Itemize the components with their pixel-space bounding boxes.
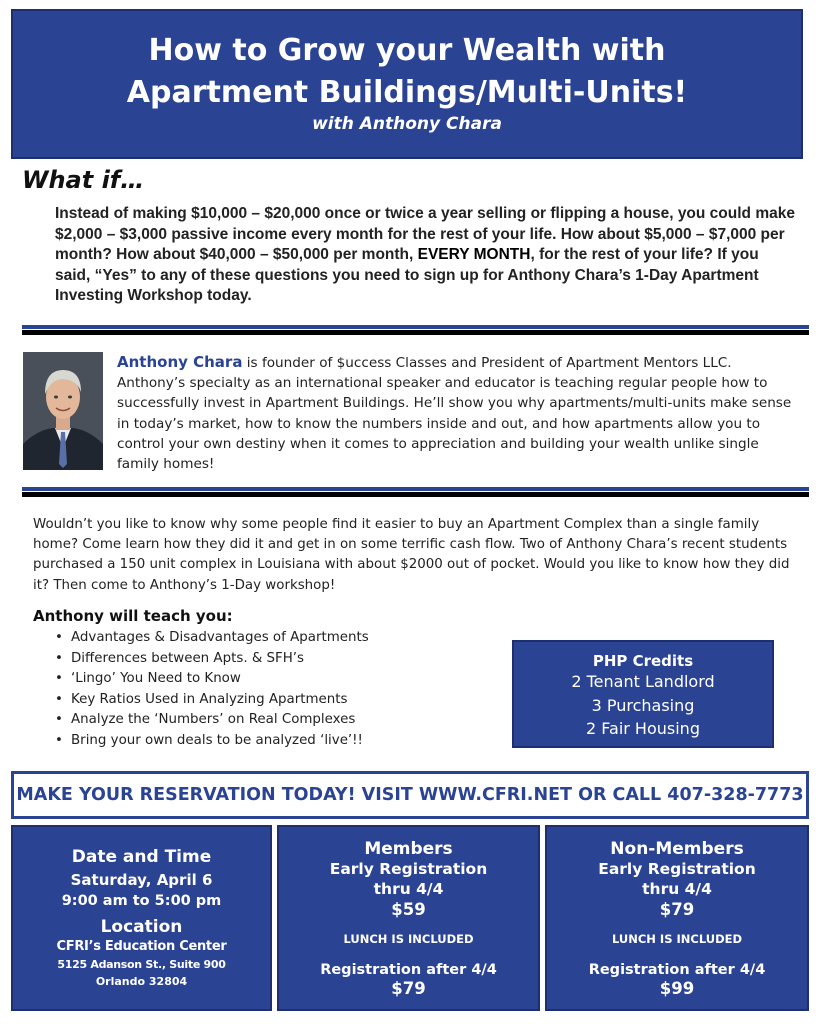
list-item: • Differences between Apts. & SFH’s: [53, 649, 369, 670]
what-if-heading: What if…: [22, 166, 145, 194]
workshop-paragraph: Wouldn’t you like to know why some people find it easier to buy an Apartment Complex than a single family home? Come learn how they did it and get in on some terrific cash flow. Two of Anthony Chara’s recent students purchased a 150 unit complex in Louisiana with about $2000 out of pocket. Would you like to know how they did it? Then come to Anthony’s 1-Day workshop!: [33, 517, 790, 593]
event-time: 9:00 am to 5:00 pm: [61, 893, 222, 909]
members-lunch: LUNCH IS INCLUDED: [343, 932, 474, 946]
venue-address: 5125 Adanson St., Suite 900: [57, 958, 226, 971]
title-line-2: Apartment Buildings/Multi-Units!: [126, 75, 688, 110]
event-date: Saturday, April 6: [70, 871, 213, 889]
members-after-label: Registration after 4/4: [320, 962, 497, 978]
location-heading: Location: [100, 917, 183, 937]
title-banner: [11, 9, 803, 159]
divider-top: [22, 325, 809, 335]
subtitle: with Anthony Chara: [312, 114, 502, 134]
reservation-banner[interactable]: MAKE YOUR RESERVATION TODAY! VISIT WWW.CFRI.NET OR CALL 407-328-7773: [11, 771, 809, 819]
nonmembers-title: Non-Members: [610, 839, 744, 859]
members-after-price: $79: [391, 979, 426, 998]
list-item: • Analyze the ‘Numbers’ on Real Complexes: [53, 710, 369, 731]
members-title: Members: [364, 839, 453, 859]
nonmembers-thru: thru 4/4: [642, 880, 712, 898]
php-credits-box: [512, 640, 774, 748]
members-early-label: Early Registration: [329, 860, 488, 878]
php-line: 2 Tenant Landlord: [571, 672, 715, 691]
php-line: 3 Purchasing: [591, 695, 695, 715]
date-location-box: [11, 825, 272, 1011]
venue-city: Orlando 32804: [95, 975, 188, 988]
intro-emphasis: EVERY MONTH: [417, 246, 531, 263]
members-early-price: $59: [391, 900, 426, 919]
person-portrait-icon: [23, 352, 103, 470]
members-thru: thru 4/4: [373, 880, 444, 898]
php-line: 2 Fair Housing: [586, 719, 700, 738]
speaker-name: Anthony Chara: [117, 353, 243, 371]
teach-list: [53, 628, 369, 751]
speaker-photo: [23, 352, 103, 470]
teach-heading: Anthony will teach you:: [33, 607, 233, 625]
list-item: • ‘Lingo’ You Need to Know: [53, 669, 369, 690]
speaker-bio-text: is founder of $uccess Classes and President of Apartment Mentors LLC. Anthony’s specialty as an international speaker and educator is teaching regular people how to successfully invest in Apartment Buildings. He’ll show you why apartments/multi-units make sense in today’s market, how to know the numbers inside and out, and how apartments allow you to control your own destiny when it comes to appreciation and building your wealth unlike single family homes!: [117, 355, 792, 473]
list-item: • Bring your own deals to be analyzed ‘live’!!: [53, 731, 369, 752]
php-heading: PHP Credits: [592, 652, 694, 670]
speaker-bio: [117, 352, 803, 474]
intro-text-2: , for the rest of your life? If you said, “Yes” to any of these questions you need to sign up for Anthony Chara’s 1-Day Apartment Investing Workshop today.: [55, 246, 759, 304]
title-line-1: How to Grow your Wealth with: [148, 33, 666, 68]
nonmembers-after-price: $99: [659, 979, 695, 998]
nonmembers-after-label: Registration after 4/4: [588, 962, 766, 978]
members-pricing-box: [277, 825, 540, 1011]
date-heading: Date and Time: [71, 847, 212, 867]
intro-text-1: Instead of making $10,000 – $20,000 once or twice a year selling or flipping a house, you could make $2,000 – $3,000 passive income every month for the rest of your life. How about $5,000 – $7,000 per month? How about $40,000 – $50,000 per month,: [55, 205, 795, 263]
nonmembers-early-label: Early Registration: [598, 860, 756, 878]
nonmembers-pricing-box: [545, 825, 809, 1011]
venue-name: CFRI’s Education Center: [56, 939, 227, 954]
list-item: • Advantages & Disadvantages of Apartments: [53, 628, 369, 649]
list-item: • Key Ratios Used in Analyzing Apartments: [53, 690, 369, 711]
nonmembers-lunch: LUNCH IS INCLUDED: [611, 932, 743, 946]
divider-bottom: [22, 487, 809, 497]
nonmembers-early-price: $79: [659, 900, 695, 919]
intro-paragraph: [55, 204, 795, 307]
